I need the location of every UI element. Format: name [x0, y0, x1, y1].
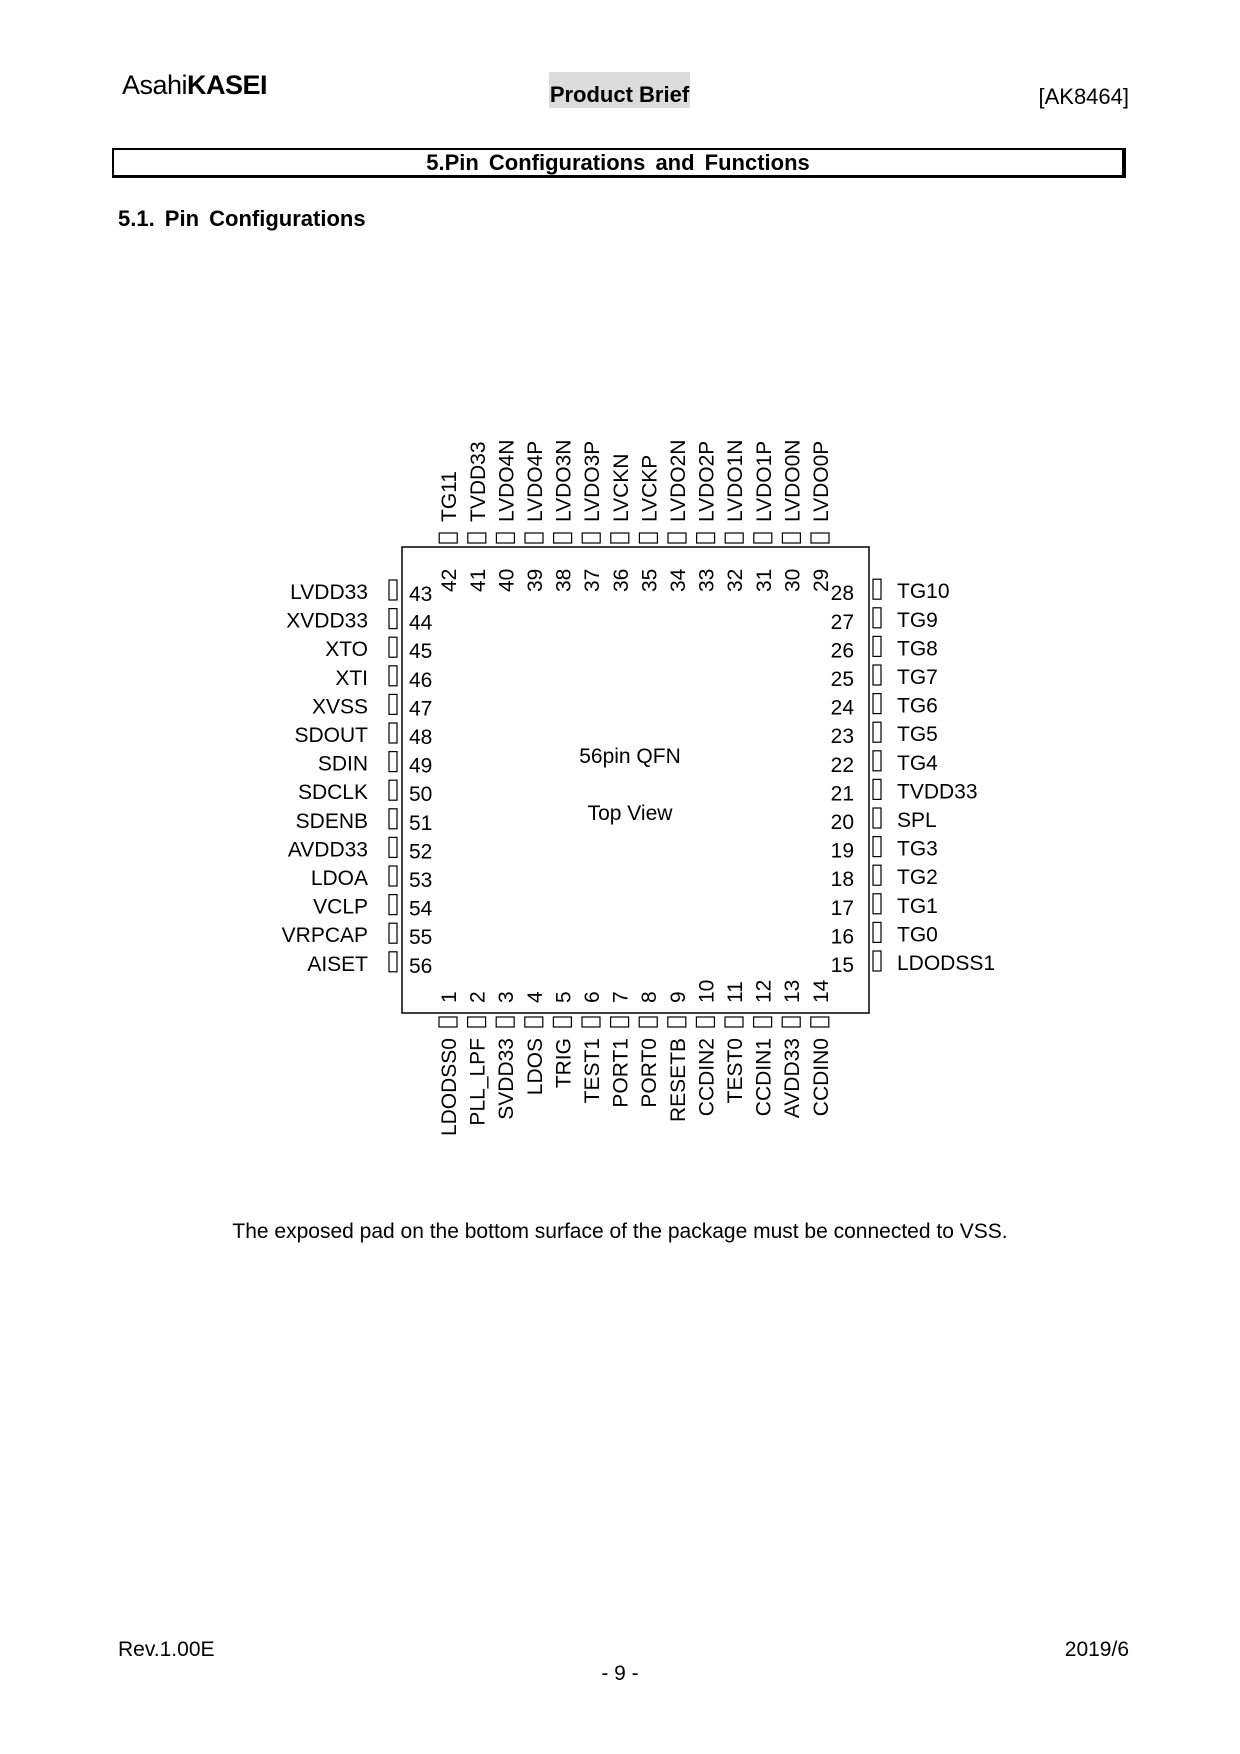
pin-number: 2 — [466, 991, 490, 1003]
pin-pad — [582, 533, 600, 543]
pin-number: 20 — [830, 811, 854, 834]
pin-number: 13 — [781, 979, 805, 1003]
pin-number: 15 — [830, 954, 854, 977]
pin-name: LVDO3P — [581, 440, 605, 522]
pin-pad — [782, 1017, 800, 1027]
pin-name: SDOUT — [294, 724, 368, 747]
pin-pad — [873, 922, 881, 942]
pin-name: LVDO2N — [667, 439, 690, 522]
pin-number: 3 — [495, 991, 519, 1003]
pin-45 — [325, 637, 432, 663]
pin-pad — [873, 779, 881, 799]
pin-pad — [439, 533, 457, 543]
pin-18 — [831, 865, 938, 891]
pin-3 — [495, 991, 518, 1119]
pin-number: 23 — [830, 725, 854, 749]
pin-number: 27 — [830, 610, 854, 634]
pin-name: TG11 — [438, 471, 462, 522]
pin-pad — [389, 780, 397, 800]
pin-4 — [524, 991, 547, 1095]
logo-prefix: Asahi — [122, 70, 188, 100]
pin-pad — [389, 694, 397, 714]
pin-name: TG3 — [897, 837, 938, 861]
pin-pad — [754, 533, 772, 543]
pin-name: LVCKP — [638, 454, 662, 522]
pin-number: 22 — [830, 753, 854, 777]
pin-name: TG8 — [897, 637, 938, 661]
document-type-label: Product Brief — [549, 72, 690, 108]
pin-19 — [831, 837, 938, 863]
pin-name: PORT1 — [609, 1038, 633, 1108]
pin-name: TG7 — [897, 666, 938, 689]
pin-54 — [313, 895, 433, 921]
pin-pad — [389, 952, 397, 972]
pin-number: 10 — [695, 979, 719, 1003]
pin-number: 14 — [809, 979, 833, 1003]
pin-28 — [831, 579, 950, 605]
pin-pad — [668, 533, 686, 543]
pin-pad — [389, 895, 397, 915]
pin-pad — [697, 533, 715, 543]
pin-name: TEST0 — [724, 1038, 747, 1104]
pin-name: CCDIN2 — [695, 1038, 719, 1117]
pin-number: 4 — [523, 991, 547, 1003]
pin-number: 43 — [409, 583, 433, 606]
pin-name: XTO — [325, 638, 368, 662]
part-number: [AK8464] — [1038, 84, 1129, 109]
revision: Rev.1.00E — [118, 1638, 215, 1661]
pin-30 — [781, 440, 804, 592]
pin-number: 12 — [752, 979, 776, 1003]
pin-55 — [282, 923, 433, 949]
pin-name: XVDD33 — [286, 609, 368, 633]
pin-number: 35 — [638, 568, 662, 592]
pin-20 — [831, 808, 937, 834]
pin-7 — [610, 991, 633, 1107]
pin-name: SDIN — [317, 752, 368, 776]
pin-name: PLL_LPF — [466, 1038, 490, 1126]
pin-26 — [831, 636, 938, 662]
pin-51 — [296, 809, 433, 835]
pin-pad — [873, 894, 881, 914]
pin-name: TG2 — [897, 866, 938, 890]
pin-number: 45 — [409, 640, 433, 664]
pin-number: 17 — [830, 896, 854, 920]
pin-pad — [639, 533, 657, 543]
pin-number: 34 — [667, 568, 690, 592]
pin-number: 36 — [609, 568, 633, 592]
pin-50 — [298, 780, 432, 806]
left-pin-row — [282, 580, 433, 978]
pin-number: 44 — [409, 611, 433, 635]
pin-8 — [638, 991, 661, 1107]
pin-21 — [831, 779, 978, 805]
pin-name: XVSS — [311, 695, 368, 719]
pin-name: AVDD33 — [287, 838, 368, 862]
view-label: Top View — [587, 802, 673, 825]
pin-pad — [389, 580, 397, 600]
pin-pad — [725, 533, 743, 543]
pin-pad — [389, 609, 397, 629]
pin-number: 48 — [409, 726, 433, 749]
pin-name: TG0 — [897, 923, 938, 947]
pin-32 — [724, 440, 747, 592]
pin-name: LDODSS0 — [438, 1038, 461, 1137]
pin-name: LVDD33 — [290, 581, 368, 604]
pin-number: 28 — [830, 582, 854, 606]
pin-17 — [831, 894, 938, 920]
pin-number: 53 — [409, 869, 433, 892]
pin-47 — [312, 694, 432, 720]
pin-number: 6 — [581, 991, 604, 1003]
pin-23 — [831, 722, 938, 748]
pin-pad — [873, 636, 881, 656]
logo-bold-text: KASEI — [187, 70, 268, 100]
pin-pad — [389, 866, 397, 886]
pin-number: 5 — [552, 991, 576, 1003]
pin-pad — [668, 1017, 686, 1027]
pin-name: SVDD33 — [495, 1038, 519, 1120]
bottom-pin-row — [438, 979, 833, 1136]
pin-25 — [831, 665, 938, 691]
pin-pad — [873, 808, 881, 828]
pin-number: 7 — [609, 991, 633, 1003]
pin-name: LVDO2P — [695, 440, 719, 522]
pin-14 — [810, 979, 833, 1116]
pin-pad — [389, 723, 397, 743]
pin-number: 25 — [830, 668, 854, 691]
pin-number: 33 — [695, 568, 719, 592]
pin-40 — [495, 440, 518, 592]
pin-33 — [696, 441, 719, 592]
pin-52 — [288, 837, 433, 863]
pin-name: CCDIN0 — [809, 1038, 833, 1117]
pin-13 — [781, 980, 804, 1119]
pin-48 — [295, 723, 433, 749]
pin-24 — [831, 694, 938, 720]
pin-name: PORT0 — [638, 1038, 662, 1108]
pin-31 — [753, 441, 776, 592]
pin-name: LDOA — [310, 867, 368, 890]
pin-pad — [639, 1017, 657, 1027]
pin-name: LVDO3N — [552, 439, 576, 522]
pin-pad — [468, 533, 486, 543]
pin-number: 26 — [830, 639, 854, 663]
pin-name: TG6 — [897, 694, 938, 718]
pin-15 — [831, 951, 995, 977]
pin-pad — [525, 533, 543, 543]
pin-12 — [753, 980, 776, 1117]
pin-name: LDODSS1 — [897, 952, 996, 975]
pin-name: XTI — [335, 666, 368, 690]
pin-pad — [873, 694, 881, 714]
pin-56 — [307, 952, 432, 978]
pin-pad — [439, 1017, 457, 1027]
pin-name: AVDD33 — [781, 1038, 805, 1119]
pin-pad — [696, 1017, 714, 1027]
section-title: 5.Pin Configurations and Functions — [112, 148, 1126, 178]
pin-10 — [695, 980, 718, 1117]
pin-number: 1 — [438, 991, 461, 1003]
pin-name: LVDO4P — [524, 440, 547, 522]
pin-29 — [810, 441, 833, 592]
pin-pad — [873, 665, 881, 685]
pin-number: 49 — [409, 754, 433, 778]
pin-number: 55 — [409, 926, 433, 950]
exposed-pad-note: The exposed pad on the bottom surface of the package must be connected to VSS. — [232, 1220, 1008, 1243]
pin-34 — [667, 440, 690, 592]
top-pin-row — [438, 440, 833, 592]
pin-number: 30 — [781, 568, 805, 592]
pin-number: 9 — [666, 991, 690, 1003]
pin-name: TG9 — [897, 608, 938, 632]
pin-pad — [389, 666, 397, 686]
pin-pad — [811, 533, 829, 543]
pin-53 — [311, 866, 433, 892]
pin-number: 42 — [438, 568, 462, 592]
pin-pad — [389, 752, 397, 772]
pin-number: 52 — [409, 840, 433, 864]
pin-pad — [389, 809, 397, 829]
subsection-title: 5.1. Pin Configurations — [118, 206, 366, 231]
pin-16 — [831, 922, 938, 948]
pin-name: LVCKN — [609, 453, 633, 522]
pin-name: LVDO0P — [810, 440, 833, 522]
pin-number: 46 — [409, 668, 433, 692]
pin-44 — [286, 609, 432, 635]
pin-name: VRPCAP — [281, 924, 368, 948]
pin-number: 38 — [552, 568, 576, 592]
pin-pad — [611, 1017, 629, 1027]
pin-pad — [389, 837, 397, 857]
page-number: - 9 - — [601, 1662, 639, 1685]
pin-name: RESETB — [666, 1038, 690, 1123]
pin-pad — [873, 608, 881, 628]
pin-number: 18 — [830, 868, 854, 892]
pin-pad — [873, 951, 881, 971]
pin-38 — [553, 440, 576, 592]
pin-number: 32 — [724, 568, 748, 592]
pin-number: 54 — [409, 897, 433, 921]
pin-39 — [524, 441, 547, 592]
pin-number: 8 — [638, 991, 662, 1003]
pin-number: 16 — [830, 925, 854, 949]
pin-pad — [811, 1017, 829, 1027]
pin-name: TG10 — [897, 580, 950, 604]
package-label: 56pin QFN — [579, 745, 681, 768]
pin-pad — [553, 1017, 571, 1027]
pin-name: CCDIN1 — [752, 1038, 776, 1117]
pin-pad — [873, 837, 881, 857]
pin-42 — [438, 471, 461, 592]
pin-name: TVDD33 — [466, 441, 490, 522]
pin-name: LDOS — [523, 1038, 547, 1096]
pin-35 — [638, 455, 661, 592]
package-body — [402, 547, 869, 1013]
pin-name: VCLP — [313, 895, 368, 919]
pin-name: TG1 — [897, 894, 938, 918]
pin-number: 39 — [524, 568, 547, 592]
pin-pad — [389, 637, 397, 657]
pin-number: 21 — [830, 782, 854, 806]
pin-name: LVDO0N — [781, 439, 805, 522]
pin-27 — [831, 608, 938, 634]
pin-name: LVDO4N — [495, 439, 519, 522]
pin-number: 56 — [409, 954, 433, 978]
pin-46 — [335, 666, 432, 692]
pin-pad — [754, 1017, 772, 1027]
pin-number: 40 — [495, 568, 519, 592]
pin-number: 41 — [466, 568, 490, 592]
pin-pad — [496, 1017, 514, 1027]
pin-36 — [610, 454, 633, 592]
pin-pad — [873, 579, 881, 599]
pin-number: 47 — [409, 697, 433, 721]
pin-number: 50 — [409, 783, 433, 807]
pin-pad — [873, 722, 881, 742]
pin-name: LVDO1P — [752, 440, 776, 522]
pin-9 — [667, 991, 690, 1122]
pin-pad — [554, 533, 572, 543]
pin-name: TG5 — [897, 723, 938, 747]
pin-name: LVDO1N — [724, 439, 748, 522]
pin-number: 24 — [830, 696, 854, 720]
pin-pad — [873, 865, 881, 885]
pin-6 — [581, 991, 604, 1103]
pin-name: TVDD33 — [897, 780, 978, 804]
pin-name: AISET — [307, 952, 368, 976]
pin-37 — [581, 441, 604, 592]
pin-number: 19 — [830, 839, 854, 863]
pin-49 — [318, 752, 433, 778]
pin-name: SPL — [897, 809, 937, 832]
pin-name: TEST1 — [581, 1038, 604, 1104]
pin-number: 37 — [581, 568, 605, 592]
pin-pad — [468, 1017, 486, 1027]
pin-pad — [496, 533, 514, 543]
pin-22 — [831, 751, 939, 777]
pin-pad — [389, 923, 397, 943]
pin-2 — [467, 991, 490, 1125]
pin-5 — [552, 991, 575, 1088]
pin-pad — [782, 533, 800, 543]
pin-pad — [582, 1017, 600, 1027]
pin-pad — [725, 1017, 743, 1027]
pin-name: SDCLK — [297, 781, 368, 805]
pin-number: 51 — [409, 811, 433, 835]
pin-number: 31 — [752, 568, 776, 592]
pin-41 — [467, 441, 490, 592]
document-date: 2019/6 — [1064, 1638, 1129, 1661]
pin-11 — [724, 981, 747, 1103]
pin-number: 29 — [810, 568, 833, 592]
pin-number: 11 — [724, 981, 747, 1003]
pin-name: TRIG — [552, 1038, 576, 1089]
pin-name: SDENB — [295, 809, 368, 833]
right-pin-row — [831, 579, 995, 977]
pin-pad — [873, 751, 881, 771]
pin-pad — [525, 1017, 543, 1027]
pin-name: TG4 — [897, 751, 938, 775]
pin-43 — [290, 580, 432, 606]
pin-pad — [611, 533, 629, 543]
